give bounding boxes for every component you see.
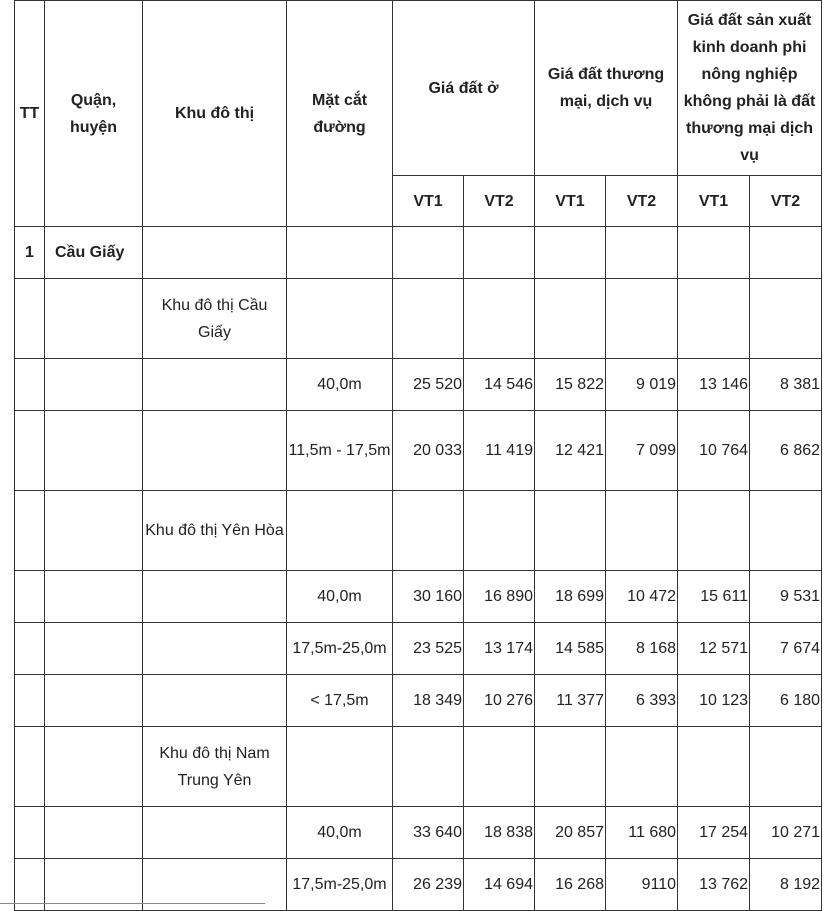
- cell-district: [45, 623, 143, 675]
- cell-value: 10 123: [678, 675, 750, 727]
- header-commercial: Giá đất thương mại, dịch vụ: [535, 1, 678, 176]
- cell-value: 8 381: [750, 359, 822, 411]
- cell-value: 20 033: [393, 411, 464, 491]
- cell-value: [535, 727, 606, 807]
- cell-district: [45, 359, 143, 411]
- cell-value: [750, 727, 822, 807]
- cell-value: [750, 227, 822, 279]
- cell-value: [750, 279, 822, 359]
- header-vt2: VT2: [464, 176, 535, 227]
- cell-value: 9110: [606, 859, 678, 911]
- cell-value: 6 180: [750, 675, 822, 727]
- cell-road: [287, 279, 393, 359]
- cell-value: 16 890: [464, 571, 535, 623]
- cell-area: [143, 623, 287, 675]
- cell-road: 40,0m: [287, 571, 393, 623]
- cell-tt: [15, 571, 45, 623]
- cell-road: 40,0m: [287, 359, 393, 411]
- cell-value: 13 762: [678, 859, 750, 911]
- cell-road: [287, 227, 393, 279]
- cell-value: [606, 727, 678, 807]
- cell-value: 14 694: [464, 859, 535, 911]
- cell-value: 13 146: [678, 359, 750, 411]
- cell-value: [464, 491, 535, 571]
- cell-value: 14 546: [464, 359, 535, 411]
- cell-value: 16 268: [535, 859, 606, 911]
- cell-area: [143, 359, 287, 411]
- cell-district: [45, 727, 143, 807]
- cell-value: 11 377: [535, 675, 606, 727]
- cell-road: 17,5m-25,0m: [287, 623, 393, 675]
- table-row: [15, 491, 822, 571]
- cell-value: [678, 491, 750, 571]
- cell-value: 11 419: [464, 411, 535, 491]
- cell-district: [45, 675, 143, 727]
- cell-value: [678, 727, 750, 807]
- cell-tt: [15, 623, 45, 675]
- cell-value: [678, 279, 750, 359]
- cell-tt: [15, 411, 45, 491]
- cell-value: [393, 279, 464, 359]
- cell-value: 17 254: [678, 807, 750, 859]
- cell-road: [287, 727, 393, 807]
- table-row: [15, 807, 822, 859]
- cell-value: 10 271: [750, 807, 822, 859]
- cell-area: Khu đô thị Nam Trung Yên: [143, 727, 287, 807]
- cell-value: 18 838: [464, 807, 535, 859]
- cell-tt: [15, 491, 45, 571]
- cell-road: 11,5m - 17,5m: [287, 411, 393, 491]
- table-row: [15, 411, 822, 491]
- cell-tt: [15, 807, 45, 859]
- header-vt1: VT1: [393, 176, 464, 227]
- table-row: [15, 359, 822, 411]
- cell-value: 8 168: [606, 623, 678, 675]
- table-row: [15, 571, 822, 623]
- cell-value: 6 862: [750, 411, 822, 491]
- land-price-table: [14, 0, 822, 911]
- cell-value: [535, 279, 606, 359]
- header-urban-area: Khu đô thị: [143, 1, 287, 227]
- cell-tt: [15, 727, 45, 807]
- cell-district: [45, 279, 143, 359]
- cell-value: 15 822: [535, 359, 606, 411]
- cell-value: 10 276: [464, 675, 535, 727]
- cell-district: [45, 807, 143, 859]
- cell-road: 17,5m-25,0m: [287, 859, 393, 911]
- header-road-section: Mặt cắt đường: [287, 1, 393, 227]
- cell-value: 11 680: [606, 807, 678, 859]
- cell-area: Khu đô thị Yên Hòa: [143, 491, 287, 571]
- cell-value: [464, 727, 535, 807]
- cell-value: [535, 491, 606, 571]
- table-row: [15, 227, 822, 279]
- cell-value: 15 611: [678, 571, 750, 623]
- cell-tt: [15, 359, 45, 411]
- cell-value: 33 640: [393, 807, 464, 859]
- cell-area: [143, 571, 287, 623]
- table-row: [15, 675, 822, 727]
- header-tt: TT: [15, 1, 45, 227]
- cell-tt: 1: [15, 227, 45, 279]
- cell-value: 10 472: [606, 571, 678, 623]
- cell-value: 9 531: [750, 571, 822, 623]
- cell-road: < 17,5m: [287, 675, 393, 727]
- cell-value: 18 699: [535, 571, 606, 623]
- cell-value: [606, 491, 678, 571]
- cell-value: [464, 279, 535, 359]
- cell-value: 14 585: [535, 623, 606, 675]
- cell-value: [393, 227, 464, 279]
- header-district: Quận, huyện: [45, 1, 143, 227]
- cell-value: [535, 227, 606, 279]
- divider: [0, 903, 265, 904]
- cell-area: [143, 411, 287, 491]
- cell-district: [45, 411, 143, 491]
- cell-value: [678, 227, 750, 279]
- cell-value: 20 857: [535, 807, 606, 859]
- cell-value: 7 099: [606, 411, 678, 491]
- cell-road: 40,0m: [287, 807, 393, 859]
- table-row: [15, 623, 822, 675]
- cell-value: 12 421: [535, 411, 606, 491]
- cell-value: 10 764: [678, 411, 750, 491]
- cell-value: [606, 279, 678, 359]
- header-residential: Giá đất ở: [393, 1, 535, 176]
- table-row: [15, 279, 822, 359]
- cell-area: Khu đô thị Cầu Giấy: [143, 279, 287, 359]
- cell-value: 7 674: [750, 623, 822, 675]
- cell-value: 13 174: [464, 623, 535, 675]
- cell-value: 26 239: [393, 859, 464, 911]
- cell-value: [750, 491, 822, 571]
- cell-area: [143, 675, 287, 727]
- cell-value: 25 520: [393, 359, 464, 411]
- cell-area: [143, 807, 287, 859]
- cell-value: 8 192: [750, 859, 822, 911]
- header-vt1: VT1: [678, 176, 750, 227]
- cell-area: [143, 227, 287, 279]
- cell-value: 9 019: [606, 359, 678, 411]
- cell-district: [45, 571, 143, 623]
- cell-tt: [15, 675, 45, 727]
- cell-value: 18 349: [393, 675, 464, 727]
- table-row: [15, 727, 822, 807]
- cell-value: 12 571: [678, 623, 750, 675]
- cell-value: 6 393: [606, 675, 678, 727]
- cell-tt: [15, 279, 45, 359]
- header-vt2: VT2: [750, 176, 822, 227]
- header-nonagri: Giá đất sản xuất kinh doanh phi nông nghiệp không phải là đất thương mại dịch vụ: [678, 1, 822, 176]
- cell-road: [287, 491, 393, 571]
- header-vt2: VT2: [606, 176, 678, 227]
- cell-district: [45, 491, 143, 571]
- cell-value: [393, 491, 464, 571]
- cell-value: 23 525: [393, 623, 464, 675]
- header-vt1: VT1: [535, 176, 606, 227]
- cell-value: [606, 227, 678, 279]
- cell-district: Cầu Giấy: [45, 227, 143, 279]
- cell-value: [464, 227, 535, 279]
- cell-value: 30 160: [393, 571, 464, 623]
- cell-value: [393, 727, 464, 807]
